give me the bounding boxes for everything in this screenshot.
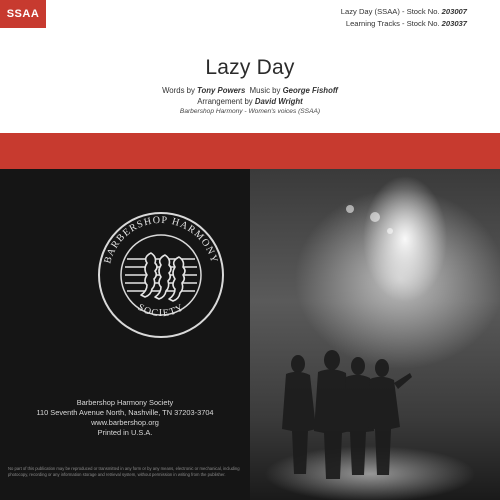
publisher-website: www.barbershop.org <box>91 418 159 427</box>
stock-line-sheet <box>341 6 467 18</box>
logo-text-top: BARBERSHOP HARMONY <box>102 214 220 265</box>
stock-line-tracks-number: 203037 <box>441 19 467 28</box>
arranger: David Wright <box>254 97 303 106</box>
lyricist: Tony Powers <box>197 86 246 95</box>
song-title: Lazy Day <box>205 56 295 79</box>
performers-photo <box>250 169 500 500</box>
copyright-notice: No part of this publication may be reproduced or transmitted in any form or by any means, electronic or mechanical, including photocopy, recording or any information storage and retrieval system, without permission in writing from the publisher. <box>8 466 240 477</box>
stock-line-sheet-number: 203007 <box>441 7 467 16</box>
stock-line-tracks-label: Learning Tracks - Stock No. <box>345 19 442 28</box>
barbershop-harmony-society-logo <box>95 209 227 341</box>
logo-text-bottom: SOCIETY <box>135 301 187 320</box>
stock-line-sheet-label: Lazy Day (SSAA) - Stock No. <box>340 7 442 16</box>
stock-info <box>341 6 467 30</box>
publisher-name: Barbershop Harmony Society <box>76 398 174 407</box>
svg-text:SOCIETY <box>136 302 187 319</box>
credits-line <box>0 86 500 95</box>
composer: George Fishoff <box>282 86 338 95</box>
voicing-badge <box>0 0 46 28</box>
voicing-badge-label: SSAA <box>6 8 40 20</box>
red-divider-bar <box>0 133 500 169</box>
music-prefix: Music by <box>249 86 283 95</box>
words-prefix: Words by <box>162 86 198 95</box>
arrangement-line <box>0 97 500 106</box>
publisher-address: 110 Seventh Avenue North, Nashville, TN 37203-3704 <box>36 408 214 417</box>
printed-in: Printed in U.S.A. <box>97 428 153 437</box>
singers-silhouette-image <box>250 169 500 500</box>
arrangement-prefix: Arrangement by <box>197 97 255 106</box>
stock-line-tracks <box>341 18 467 30</box>
voicing-line: Barbershop Harmony - Women's voices (SSAA) <box>179 108 321 115</box>
